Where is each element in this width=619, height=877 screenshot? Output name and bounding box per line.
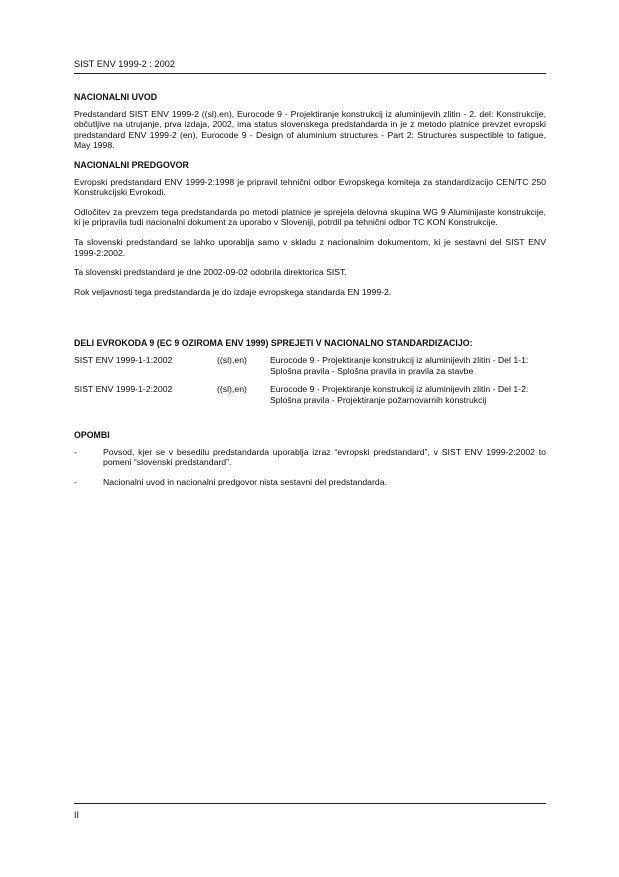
spacer: [74, 413, 546, 430]
standard-row: [74, 355, 546, 376]
header-rule: [74, 73, 546, 74]
document-body: [74, 92, 546, 497]
note-text: Povsod, kjer se v besedilu predstandarda uporablja izraz “evropski predstandard”, v SIST ENV 1999-2:2002 to pomeni “slovenski predstandard”.: [103, 446, 546, 468]
standard-title: Eurocode 9 - Projektiranje konstrukcij iz aluminijevih zlitin - Del 1-2: Splošna pravila - Projektiranje požarnovarnih konstrukcij: [270, 384, 529, 405]
foreword-paragraph: Ta slovenski predstandard je dne 2002-09-02 odobrila direktorica SIST.: [74, 267, 347, 278]
note-item: [74, 447, 546, 468]
spacer: [74, 306, 546, 338]
national-intro-heading: NACIONALNI UVOD: [74, 92, 158, 102]
standard-code: SIST ENV 1999-1-1:2002: [74, 354, 173, 365]
standard-code: SIST ENV 1999-1-2:2002: [74, 384, 173, 395]
adopted-parts-heading: DELI EVROKODA 9 (EC 9 OZIROMA ENV 1999) SPREJETI V NACIONALNO STANDARDIZACIJO:: [74, 338, 473, 349]
notes-heading: OPOMBI: [74, 430, 110, 441]
foreword-paragraph: Evropski predstandard ENV 1999-2:1998 je pripravil tehnični odbor Evropskega komiteja za standardizacijo CEN/TC 250 Konstrukcijski Evrokodi.: [74, 176, 546, 198]
footer-rule: [74, 803, 546, 804]
foreword-paragraph: Ta slovenski predstandard se lahko uporablja samo v skladu z nacionalnim dokumentom, ki je sestavni del SIST ENV 1999-2:2002.: [74, 236, 546, 258]
standard-row: [74, 384, 546, 405]
standard-language: ((sl),en): [217, 354, 247, 365]
national-intro-text: Predstandard SIST ENV 1999-2 ((sl),en), Eurocode 9 - Projektiranje konstrukcij iz aluminijevih zlitin - 2. del: Konstrukcije, občutljive na utrujanje, prva izdaja, 2002, ima status slovenskega predstandarda in je z metodo platnice prevzet evropski predstandard ENV 1999-2 (en), Eurocode 9 - Design of aluminium structures - Part 2: Structures suspectible to fatigue, May 1998.: [74, 108, 546, 151]
note-dash: -: [74, 477, 77, 488]
document-header: SIST ENV 1999-2 : 2002: [74, 59, 175, 69]
standard-language: ((sl),en): [217, 384, 247, 395]
standard-title: Eurocode 9 - Projektiranje konstrukcij iz aluminijevih zlitin - Del 1-1: Splošna pravila - Splošna pravila in pravila za stavbe: [270, 354, 529, 376]
foreword-paragraph: Odločitev za prevzem tega predstandarda po metodi platnice je sprejela delovna skupina WG 9 Aluminijaste konstrukcije, ki je pripravila tudi nacionalni dokument za uporabo v Sloveniji, potrdil pa tehnični odbor TC KON Konstrukcije.: [74, 206, 546, 228]
note-text: Nacionalni uvod in nacionalni predgovor nista sestavni del predstandarda.: [103, 477, 387, 488]
note-dash: -: [74, 446, 77, 457]
note-item: [74, 477, 546, 488]
page-number: II: [74, 810, 80, 820]
foreword-paragraph: Rok veljavnosti tega predstandarda je do izdaje evropskega standarda EN 1999-2.: [74, 286, 392, 297]
national-foreword-heading: NACIONALNI PREDGOVOR: [74, 159, 189, 170]
